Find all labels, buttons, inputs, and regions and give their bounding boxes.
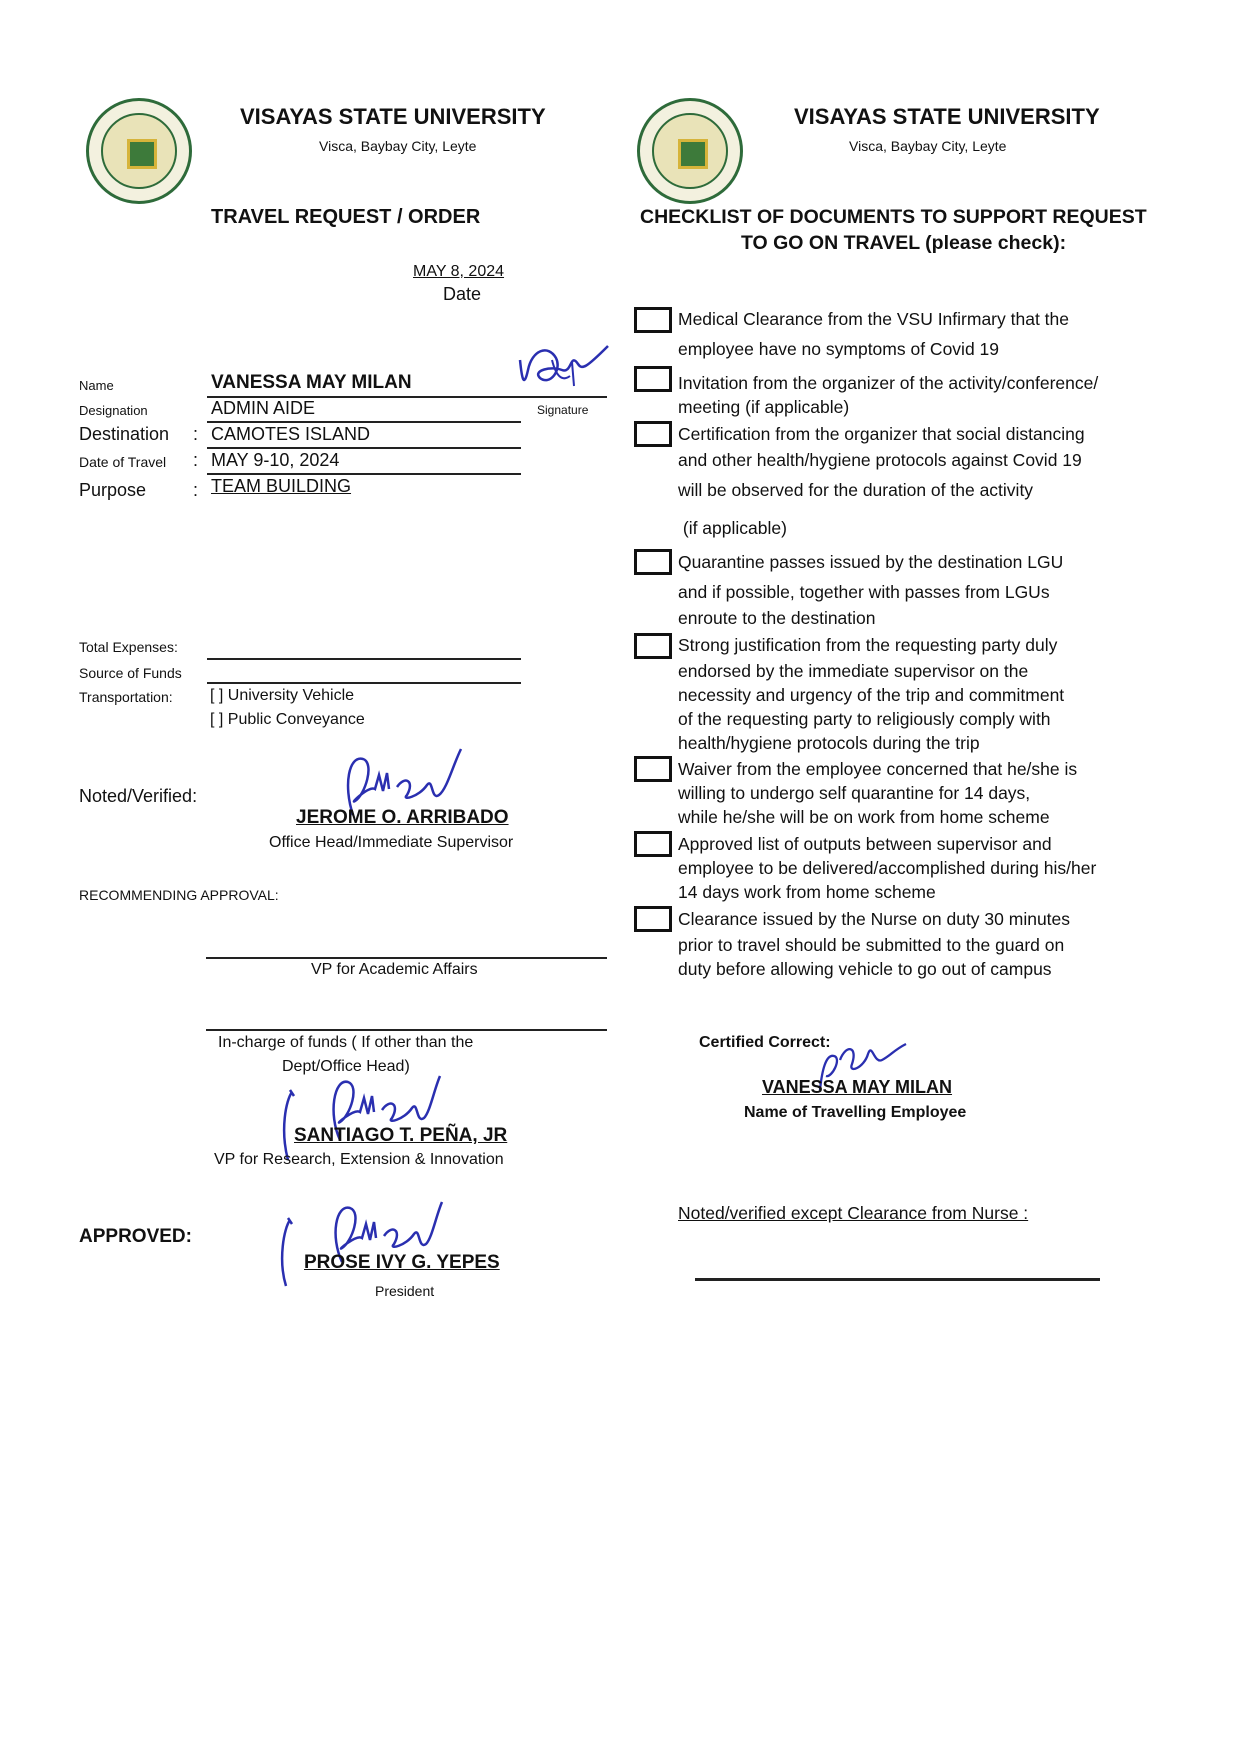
signature-label: Signature	[537, 403, 589, 417]
noted-verified-label: Noted/Verified:	[79, 786, 198, 806]
funds-signature-line	[206, 1029, 607, 1031]
total-expenses-label: Total Expenses:	[79, 639, 178, 655]
university-seal-left	[86, 98, 192, 204]
noted-except-nurse-label: Noted/verified except Clearance from Nurse :	[678, 1203, 1029, 1223]
purpose-value: TEAM BUILDING	[211, 476, 352, 496]
noted-except-signature-line	[695, 1278, 1100, 1281]
vp-research-title: VP for Research, Extension & Innovation	[214, 1151, 504, 1168]
checklist-item-invitation: Invitation from the organizer of the activity/conference/ meeting (if applicable)	[678, 373, 1099, 417]
name-value: VANESSA MAY MILAN	[211, 372, 412, 393]
destination-underline	[207, 447, 521, 449]
total-expenses-line	[207, 658, 521, 660]
request-date: MAY 8, 2024	[413, 263, 505, 280]
vp-research-name: SANTIAGO T. PEÑA, JR	[294, 1125, 508, 1146]
checklist-title-line2: TO GO ON TRAVEL (please check):	[741, 232, 1067, 254]
checklist-item-approved-outputs: Approved list of outputs between supervisor and employee to be delivered/accomplished during his/her 14 days work from home scheme	[678, 834, 1097, 902]
travelling-employee-title: Name of Travelling Employee	[744, 1104, 967, 1121]
transport-university-vehicle[interactable]: [ ] University Vehicle	[210, 687, 355, 704]
checkbox-approved-outputs[interactable]	[634, 831, 672, 857]
supervisor-title: Office Head/Immediate Supervisor	[269, 834, 514, 851]
form-title: TRAVEL REQUEST / ORDER	[211, 206, 481, 228]
approved-label: APPROVED:	[79, 1226, 192, 1247]
university-name-right: VISAYAS STATE UNIVERSITY	[794, 104, 1100, 129]
checkbox-certification[interactable]	[634, 421, 672, 447]
date-of-travel-value: MAY 9-10, 2024	[211, 450, 340, 470]
university-address-left: Visca, Baybay City, Leyte	[319, 138, 477, 154]
vp-academic-signature-line	[206, 957, 607, 959]
university-name-left: VISAYAS STATE UNIVERSITY	[240, 104, 546, 129]
date-of-travel-underline	[207, 473, 521, 475]
travelling-employee-name: VANESSA MAY MILAN	[762, 1077, 953, 1097]
checklist-item-waiver: Waiver from the employee concerned that he/she is willing to undergo self quarantine for 14 days, while he/she will be on work from home scheme	[678, 759, 1078, 827]
president-name: PROSE IVY G. YEPES	[304, 1252, 500, 1273]
designation-label: Designation	[79, 403, 148, 418]
destination-value: CAMOTES ISLAND	[211, 424, 371, 444]
purpose-colon: :	[193, 480, 199, 500]
designation-value: ADMIN AIDE	[211, 398, 316, 418]
checklist-item-certification: Certification from the organizer that social distancing and other health/hygiene protocols against Covid 19 will be observed for the duration of the activity (if applicable)	[678, 424, 1085, 538]
destination-label: Destination	[79, 424, 170, 444]
source-of-funds-line	[207, 682, 521, 684]
funds-incharge-line1: In-charge of funds ( If other than the	[218, 1034, 474, 1051]
checklist-item-quarantine-passes: Quarantine passes issued by the destination LGU and if possible, together with passes from LGUs enroute to the destination	[678, 552, 1064, 628]
president-signature	[272, 1200, 472, 1290]
checkbox-strong-justification[interactable]	[634, 633, 672, 659]
certified-correct-label: Certified Correct:	[699, 1034, 831, 1051]
transportation-label: Transportation:	[79, 689, 173, 705]
purpose-label: Purpose	[79, 480, 147, 500]
checkbox-quarantine-passes[interactable]	[634, 549, 672, 575]
employee-signature	[512, 340, 612, 402]
checklist-item-strong-justification: Strong justification from the requesting party duly endorsed by the immediate supervisor on the necessity and urgency of the trip and commitment of the requesting party to religiously comply with health/hygiene protocols during the trip	[678, 635, 1065, 753]
checklist-item-medical-clearance: Medical Clearance from the VSU Infirmary that the employee have no symptoms of Covid 19	[678, 309, 1069, 359]
designation-underline	[207, 421, 521, 423]
funds-incharge-line2: Dept/Office Head)	[282, 1058, 410, 1075]
university-address-right: Visca, Baybay City, Leyte	[849, 138, 1007, 154]
recommending-approval-label: RECOMMENDING APPROVAL:	[79, 887, 279, 903]
checklist-item-nurse-clearance: Clearance issued by the Nurse on duty 30 minutes prior to travel should be submitted to the guard on duty before allowing vehicle to go out of campus	[678, 909, 1071, 979]
checkbox-invitation[interactable]	[634, 366, 672, 392]
date-label: Date	[443, 284, 482, 304]
president-title: President	[375, 1283, 435, 1299]
supervisor-name: JEROME O. ARRIBADO	[296, 807, 509, 828]
name-label: Name	[79, 378, 114, 393]
source-of-funds-label: Source of Funds	[79, 665, 182, 681]
date-of-travel-label: Date of Travel	[79, 454, 167, 470]
checklist-title-line1: CHECKLIST OF DOCUMENTS TO SUPPORT REQUEST	[640, 206, 1147, 228]
checkbox-waiver[interactable]	[634, 756, 672, 782]
date-of-travel-colon: :	[193, 450, 199, 470]
checkbox-medical-clearance[interactable]	[634, 307, 672, 333]
checkbox-nurse-clearance[interactable]	[634, 906, 672, 932]
university-seal-right	[637, 98, 743, 204]
vp-academic-title: VP for Academic Affairs	[311, 961, 478, 978]
transport-public-conveyance[interactable]: [ ] Public Conveyance	[210, 711, 365, 728]
destination-colon: :	[193, 424, 199, 444]
